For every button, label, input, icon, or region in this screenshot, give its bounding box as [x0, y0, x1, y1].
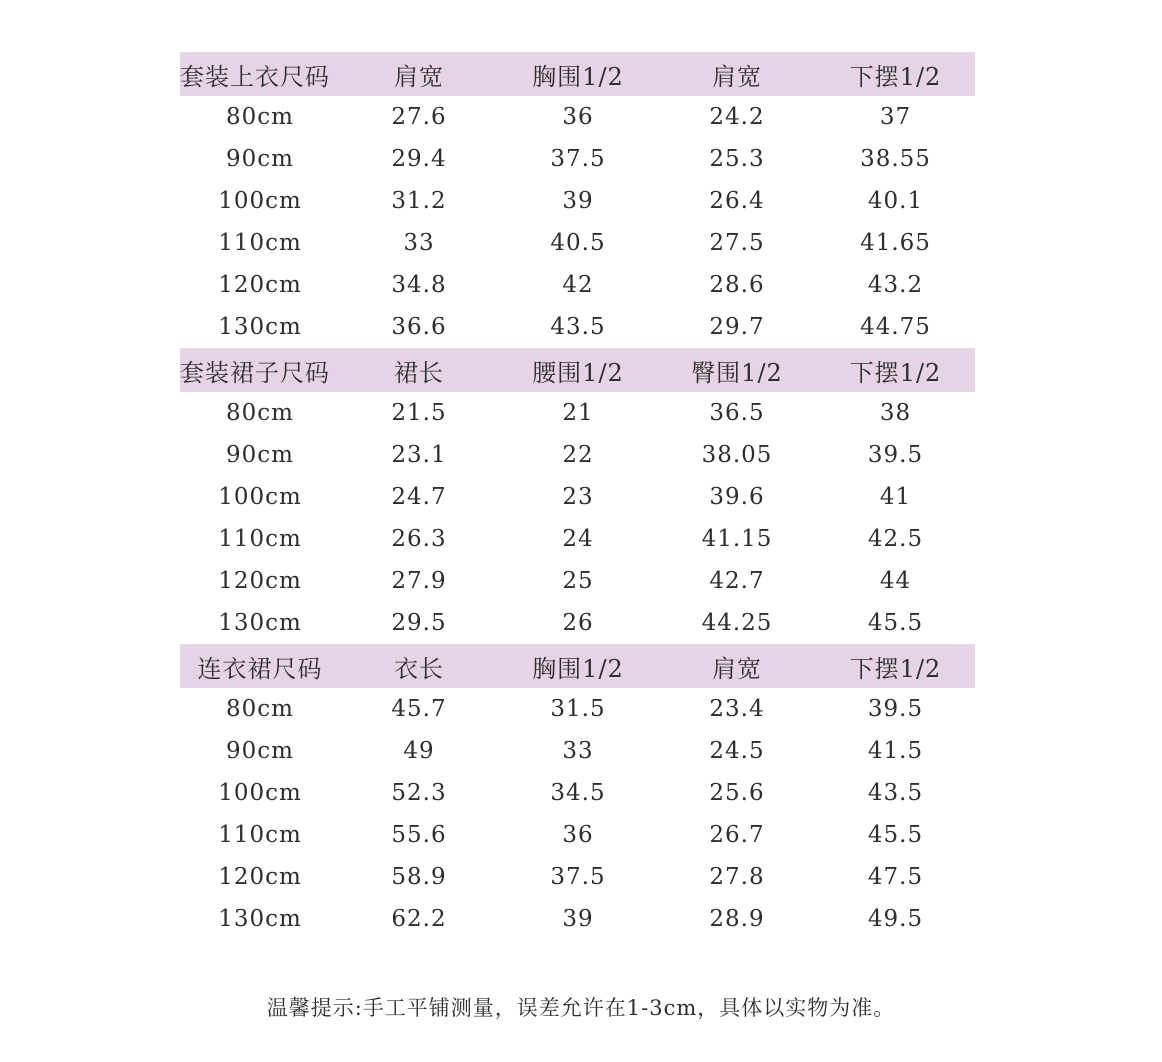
- header-cell: 裙长: [394, 358, 444, 387]
- table-cell: 27.6: [391, 104, 447, 130]
- table-cell: 40.5: [550, 230, 606, 256]
- table-cell: 26.7: [709, 822, 765, 848]
- table-header-row: [180, 644, 975, 688]
- header-cell: 肩宽: [712, 62, 762, 91]
- table-cell: 130cm: [218, 610, 302, 636]
- header-cell: 衣长: [394, 654, 444, 683]
- table-cell: 31.5: [550, 696, 606, 722]
- table-cell: 38.05: [701, 442, 773, 468]
- table-cell: 43.5: [550, 314, 606, 340]
- table-cell: 42.7: [709, 568, 765, 594]
- header-cell: 下摆1/2: [849, 358, 942, 387]
- table-cell: 26.3: [391, 526, 447, 552]
- table-cell: 130cm: [218, 906, 302, 932]
- table-cell: 37.5: [550, 146, 606, 172]
- table-row: [180, 306, 975, 348]
- header-cell: 下摆1/2: [849, 62, 942, 91]
- table-cell: 90cm: [226, 738, 294, 764]
- table-cell: 29.5: [391, 610, 447, 636]
- table-header-row: [180, 348, 975, 392]
- table-cell: 27.9: [391, 568, 447, 594]
- cropped-top-text: [0, 0, 1162, 4]
- table-cell: 41: [879, 484, 912, 510]
- table-cell: 39.5: [867, 696, 924, 722]
- header-cell: 胸围1/2: [532, 62, 624, 91]
- table-cell: 26: [562, 610, 594, 636]
- table-cell: 100cm: [218, 188, 302, 214]
- table-cell: 25.3: [709, 146, 765, 172]
- table-cell: 42.5: [867, 526, 924, 552]
- table-cell: 45.5: [867, 610, 924, 636]
- table-cell: 34.5: [550, 780, 606, 806]
- table-cell: 21.5: [391, 400, 447, 426]
- table-cell: 90cm: [226, 442, 294, 468]
- table-cell: 110cm: [218, 822, 302, 848]
- table-cell: 23: [562, 484, 594, 510]
- table-cell: 55.6: [391, 822, 447, 848]
- header-cell: 套装裙子尺码: [180, 358, 330, 387]
- table-row: [180, 898, 975, 940]
- table-cell: 39: [562, 188, 594, 214]
- table-row: [180, 138, 975, 180]
- table-cell: 44.25: [701, 610, 773, 636]
- table-cell: 28.6: [709, 272, 765, 298]
- table-cell: 33: [562, 738, 594, 764]
- table-cell: 41.65: [860, 230, 931, 256]
- header-cell: 套装上衣尺码: [180, 62, 330, 91]
- table-cell: 41.15: [701, 526, 773, 552]
- table-cell: 130cm: [218, 314, 302, 340]
- table-cell: 22: [562, 442, 594, 468]
- table-cell: 100cm: [218, 484, 302, 510]
- table-row: [180, 856, 975, 898]
- table-cell: 37.5: [550, 864, 606, 890]
- table-row: [180, 476, 975, 518]
- table-cell: 52.3: [391, 780, 447, 806]
- table-cell: 24.7: [391, 484, 447, 510]
- table-cell: 25: [562, 568, 594, 594]
- table-row: [180, 180, 975, 222]
- table-cell: 38.55: [860, 146, 931, 172]
- table-cell: 43.2: [867, 272, 924, 298]
- table-cell: 38: [879, 400, 912, 426]
- table-cell: 24: [562, 526, 594, 552]
- table-row: [180, 772, 975, 814]
- table-row: [180, 96, 975, 138]
- dress-size-section: [180, 644, 975, 940]
- table-row: [180, 814, 975, 856]
- table-cell: 37: [879, 104, 912, 130]
- table-cell: 36: [562, 822, 594, 848]
- table-cell: 24.5: [709, 738, 765, 764]
- header-cell: 胸围1/2: [532, 654, 624, 683]
- table-cell: 31.2: [391, 188, 447, 214]
- table-row: [180, 688, 975, 730]
- table-row: [180, 518, 975, 560]
- table-row: [180, 434, 975, 476]
- table-cell: 43.5: [867, 780, 924, 806]
- table-cell: 120cm: [218, 568, 302, 594]
- table-cell: 80cm: [226, 696, 294, 722]
- header-cell: 肩宽: [712, 654, 762, 683]
- measurement-note: 温馨提示:手工平铺测量，误差允许在1-3cm，具体以实物为准。: [266, 996, 896, 1020]
- table-cell: 40.1: [867, 188, 924, 214]
- table-cell: 110cm: [218, 230, 302, 256]
- table-cell: 34.8: [391, 272, 447, 298]
- table-cell: 25.6: [709, 780, 765, 806]
- table-cell: 36.5: [709, 400, 765, 426]
- table-cell: 41.5: [867, 738, 924, 764]
- table-cell: 47.5: [867, 864, 924, 890]
- table-cell: 42: [562, 272, 594, 298]
- table-cell: 62.2: [391, 906, 447, 932]
- table-cell: 23.1: [391, 442, 447, 468]
- table-cell: 45.7: [391, 696, 447, 722]
- top-size-section: [180, 52, 975, 348]
- table-row: [180, 264, 975, 306]
- table-row: [180, 392, 975, 434]
- table-cell: 120cm: [218, 272, 302, 298]
- table-cell: 58.9: [391, 864, 447, 890]
- header-cell: 腰围1/2: [532, 358, 624, 387]
- table-cell: 36.6: [391, 314, 447, 340]
- table-cell: 27.5: [709, 230, 765, 256]
- table-row: [180, 222, 975, 264]
- table-row: [180, 602, 975, 644]
- table-cell: 45.5: [867, 822, 924, 848]
- header-cell: 连衣裙尺码: [197, 654, 323, 683]
- table-cell: 120cm: [218, 864, 302, 890]
- table-header-row: [180, 52, 975, 96]
- table-cell: 44: [879, 568, 912, 594]
- skirt-size-section: [180, 348, 975, 644]
- table-row: [180, 560, 975, 602]
- table-cell: 44.75: [860, 314, 931, 340]
- table-row: [180, 730, 975, 772]
- header-cell: 肩宽: [394, 62, 444, 91]
- table-cell: 39: [562, 906, 594, 932]
- table-cell: 90cm: [226, 146, 294, 172]
- header-cell: 臀围1/2: [691, 358, 783, 387]
- table-cell: 36: [562, 104, 594, 130]
- table-cell: 110cm: [218, 526, 302, 552]
- table-cell: 26.4: [709, 188, 765, 214]
- table-cell: 39.5: [867, 442, 924, 468]
- table-cell: 29.4: [391, 146, 447, 172]
- table-cell: 33: [403, 230, 435, 256]
- table-cell: 49.5: [867, 906, 924, 932]
- table-cell: 80cm: [226, 104, 294, 130]
- table-cell: 80cm: [226, 400, 294, 426]
- table-cell: 27.8: [709, 864, 765, 890]
- table-cell: 39.6: [709, 484, 765, 510]
- table-cell: 29.7: [709, 314, 765, 340]
- table-cell: 100cm: [218, 780, 302, 806]
- size-chart: [180, 52, 975, 940]
- header-cell: 下摆1/2: [849, 654, 942, 683]
- table-cell: 24.2: [709, 104, 765, 130]
- table-cell: 21: [562, 400, 594, 426]
- table-cell: 49: [403, 738, 435, 764]
- table-cell: 23.4: [709, 696, 765, 722]
- table-cell: 28.9: [709, 906, 765, 932]
